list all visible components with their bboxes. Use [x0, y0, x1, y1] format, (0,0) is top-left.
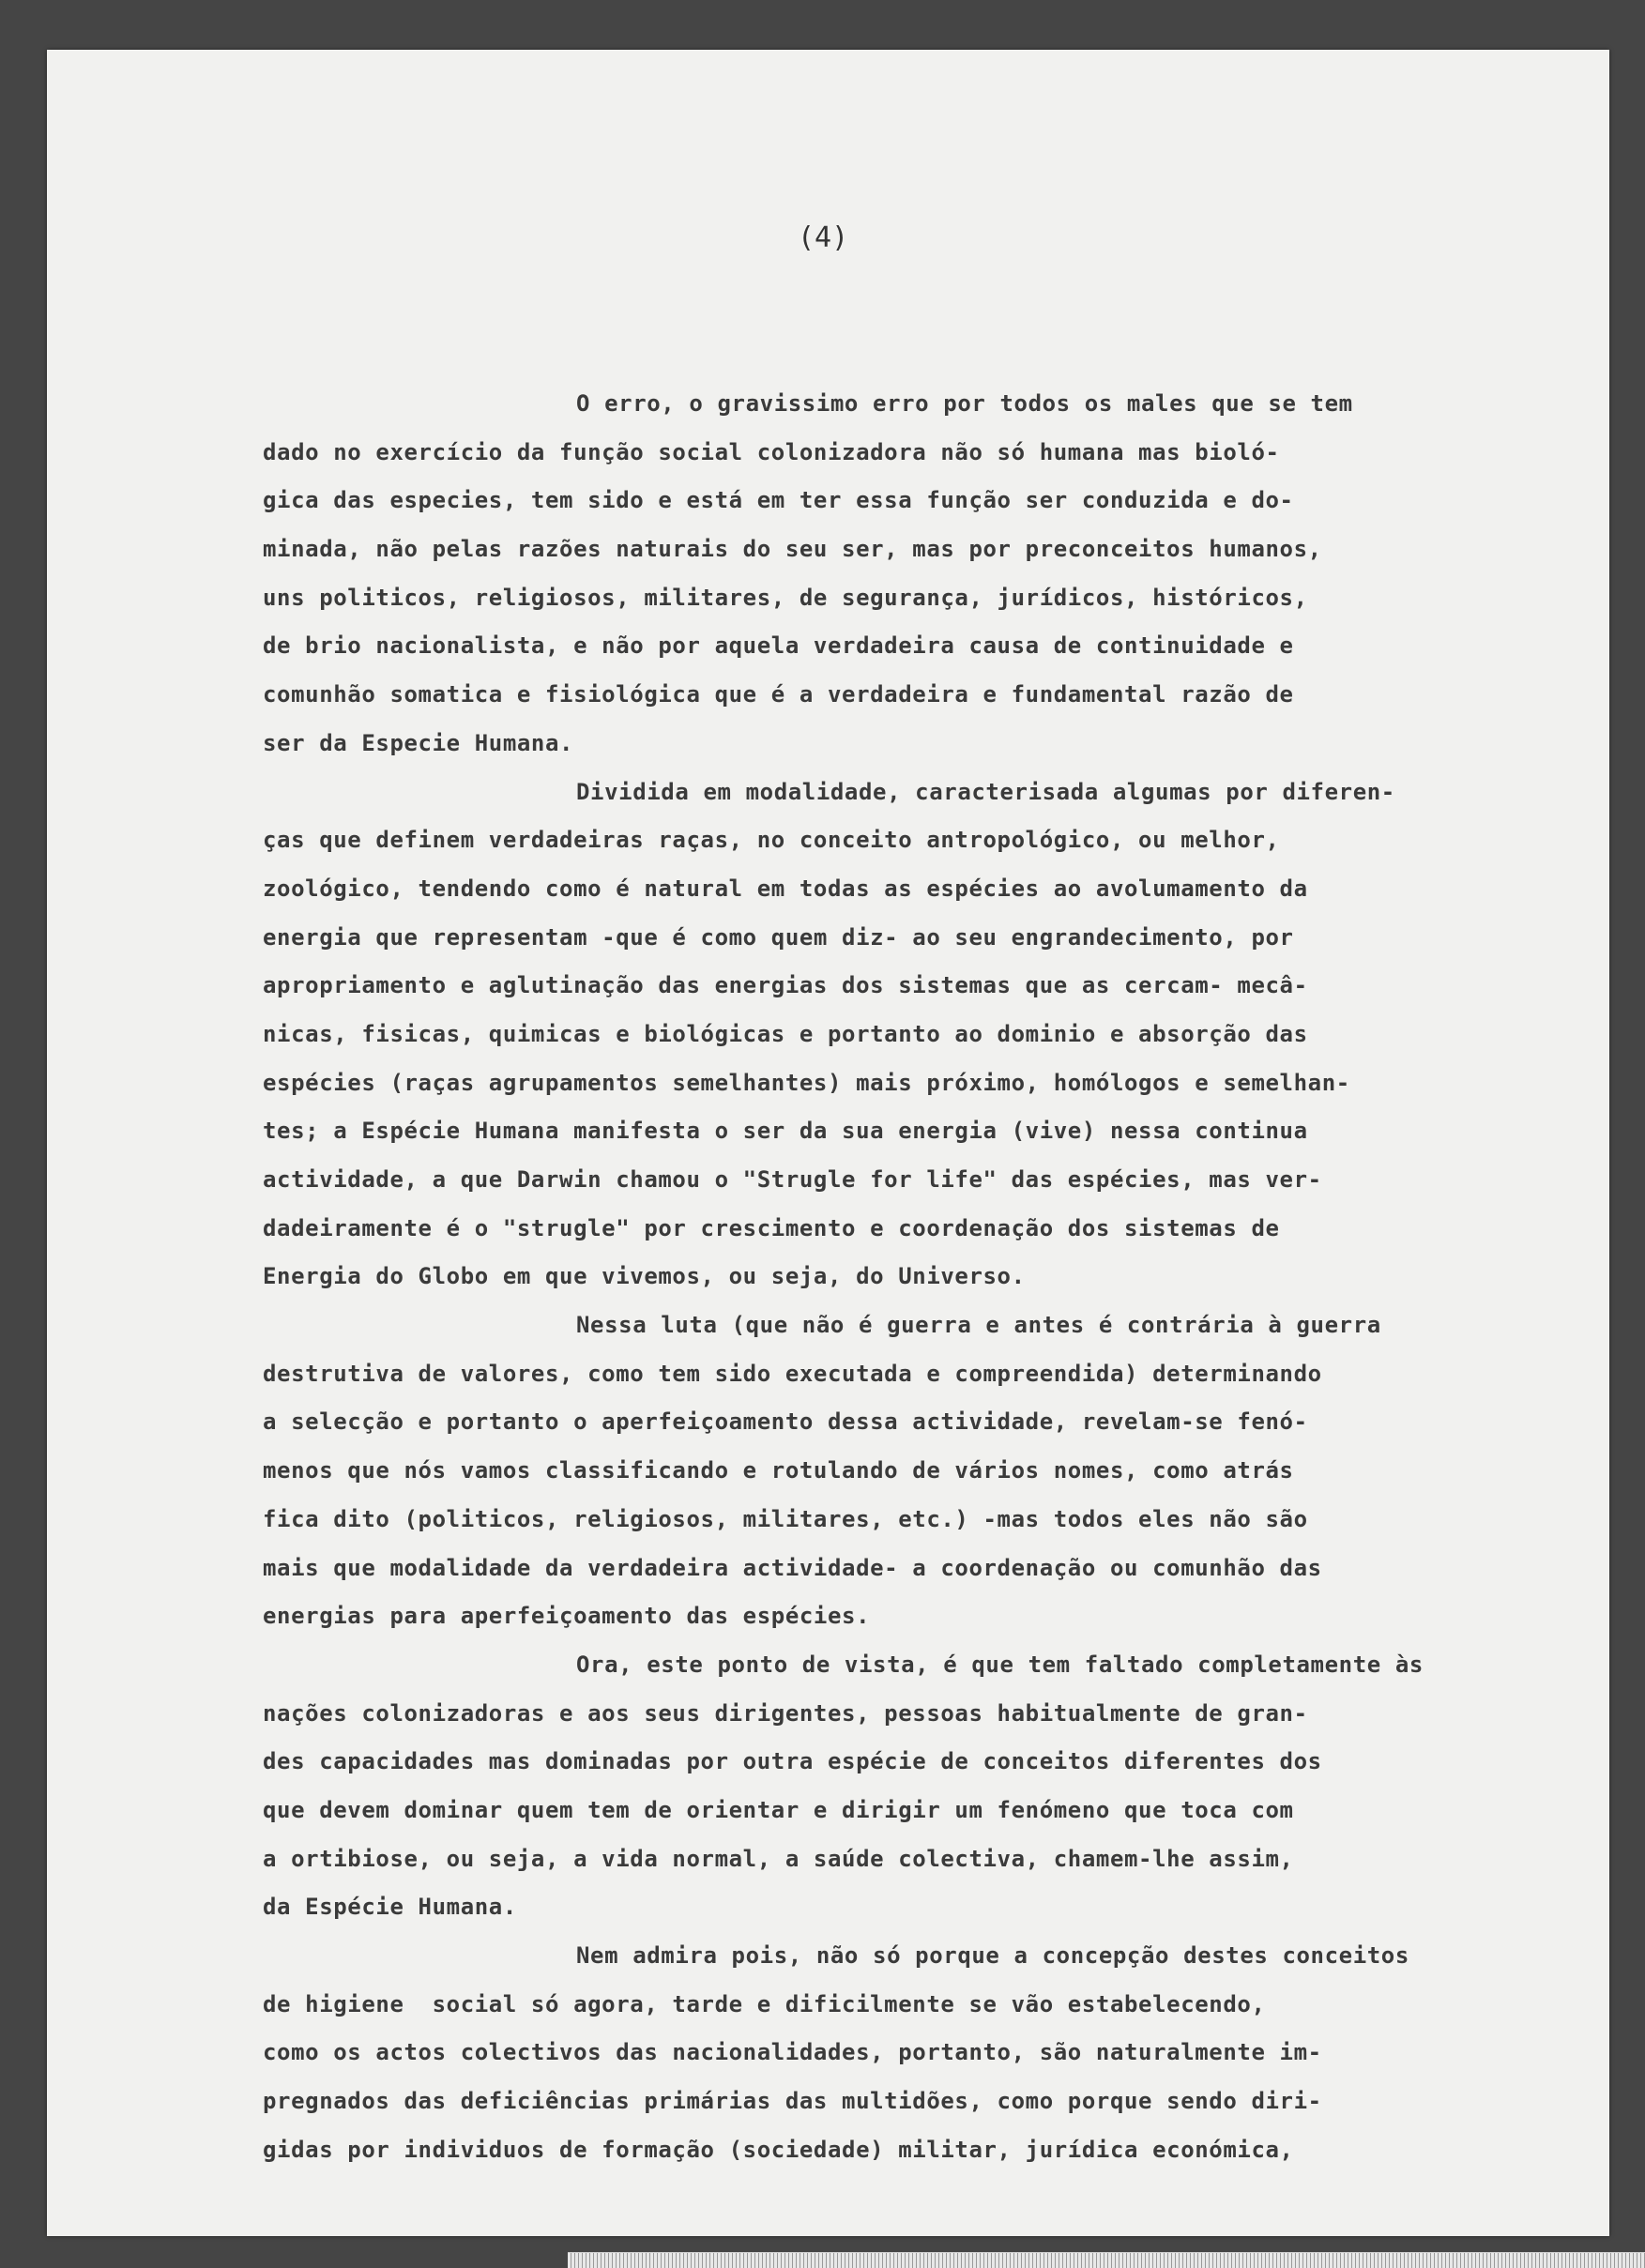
text-line: que devem dominar quem tem de orientar e dirigir um fenómeno que toca com — [263, 1796, 1294, 1823]
document-page — [47, 50, 1609, 2236]
text-line: de higiene social só agora, tarde e dificilmente se vão estabelecendo, — [263, 1990, 1266, 2017]
text-line: Ora, este ponto de vista, é que tem faltado completamente às — [576, 1651, 1424, 1678]
text-line: gidas por individuos de formação (sociedade) militar, jurídica económica, — [263, 2136, 1294, 2163]
text-line: ças que definem verdadeiras raças, no conceito antropológico, ou melhor, — [263, 827, 1280, 854]
text-line: Dividida em modalidade, caracterisada algumas por diferen- — [576, 778, 1395, 805]
text-line: des capacidades mas dominadas por outra espécie de conceitos diferentes dos — [263, 1748, 1322, 1775]
text-line: zoológico, tendendo como é natural em todas as espécies ao avolumamento da — [263, 875, 1308, 902]
text-line: minada, não pelas razões naturais do seu ser, mas por preconceitos humanos, — [263, 536, 1322, 563]
text-line: fica dito (politicos, religiosos, militares, etc.) -mas todos eles não são — [263, 1505, 1308, 1532]
text-line: da Espécie Humana. — [263, 1894, 517, 1921]
text-line: espécies (raças agrupamentos semelhantes) mais próximo, homólogos e semelhan- — [263, 1069, 1350, 1096]
page-number: (4) — [798, 221, 849, 254]
scan-ruler — [568, 2252, 1645, 2268]
text-line: tes; a Espécie Humana manifesta o ser da sua energia (vive) nessa continua — [263, 1118, 1308, 1145]
text-line: actividade, a que Darwin chamou o "Strugle for life" das espécies, mas ver- — [263, 1166, 1322, 1193]
text-line: como os actos colectivos das nacionalidades, portanto, são naturalmente im- — [263, 2039, 1322, 2066]
text-line: ser da Especie Humana. — [263, 729, 574, 756]
text-line: dadeiramente é o "strugle" por crescimento e coordenação dos sistemas de — [263, 1214, 1280, 1241]
text-line: comunhão somatica e fisiológica que é a verdadeira e fundamental razão de — [263, 681, 1294, 708]
body-text — [263, 380, 1609, 2174]
text-line: nações colonizadoras e aos seus dirigentes, pessoas habitualmente de gran- — [263, 1699, 1308, 1727]
text-line: a selecção e portanto o aperfeiçoamento dessa actividade, revelam-se fenó- — [263, 1408, 1308, 1436]
text-line: Nessa luta (que não é guerra e antes é contrária à guerra — [576, 1312, 1381, 1339]
text-line: uns politicos, religiosos, militares, de segurança, jurídicos, históricos, — [263, 584, 1308, 611]
text-line: mais que modalidade da verdadeira actividade- a coordenação ou comunhão das — [263, 1554, 1322, 1581]
text-line: apropriamento e aglutinação das energias dos sistemas que as cercam- mecâ- — [263, 972, 1308, 999]
text-line: a ortibiose, ou seja, a vida normal, a saúde colectiva, chamem-lhe assim, — [263, 1845, 1294, 1872]
text-line: pregnados das deficiências primárias das multidões, como porque sendo diri- — [263, 2088, 1322, 2115]
text-line: dado no exercício da função social colonizadora não só humana mas bioló- — [263, 438, 1280, 465]
text-line: Energia do Globo em que vivemos, ou seja, do Universo. — [263, 1263, 1026, 1290]
text-line: energia que representam -que é como quem diz- ao seu engrandecimento, por — [263, 923, 1294, 951]
text-line: de brio nacionalista, e não por aquela verdadeira causa de continuidade e — [263, 632, 1294, 660]
text-line: nicas, fisicas, quimicas e biológicas e portanto ao dominio e absorção das — [263, 1020, 1308, 1047]
text-line: energias para aperfeiçoamento das espécies. — [263, 1603, 871, 1630]
text-line: O erro, o gravissimo erro por todos os males que se tem — [576, 390, 1353, 417]
text-line: gica das especies, tem sido e está em ter essa função ser conduzida e do- — [263, 487, 1294, 514]
text-line: Nem admira pois, não só porque a concepção destes conceitos — [576, 1942, 1409, 1969]
text-line: destrutiva de valores, como tem sido executada e compreendida) determinando — [263, 1360, 1322, 1387]
text-line: menos que nós vamos classificando e rotulando de vários nomes, como atrás — [263, 1457, 1294, 1484]
